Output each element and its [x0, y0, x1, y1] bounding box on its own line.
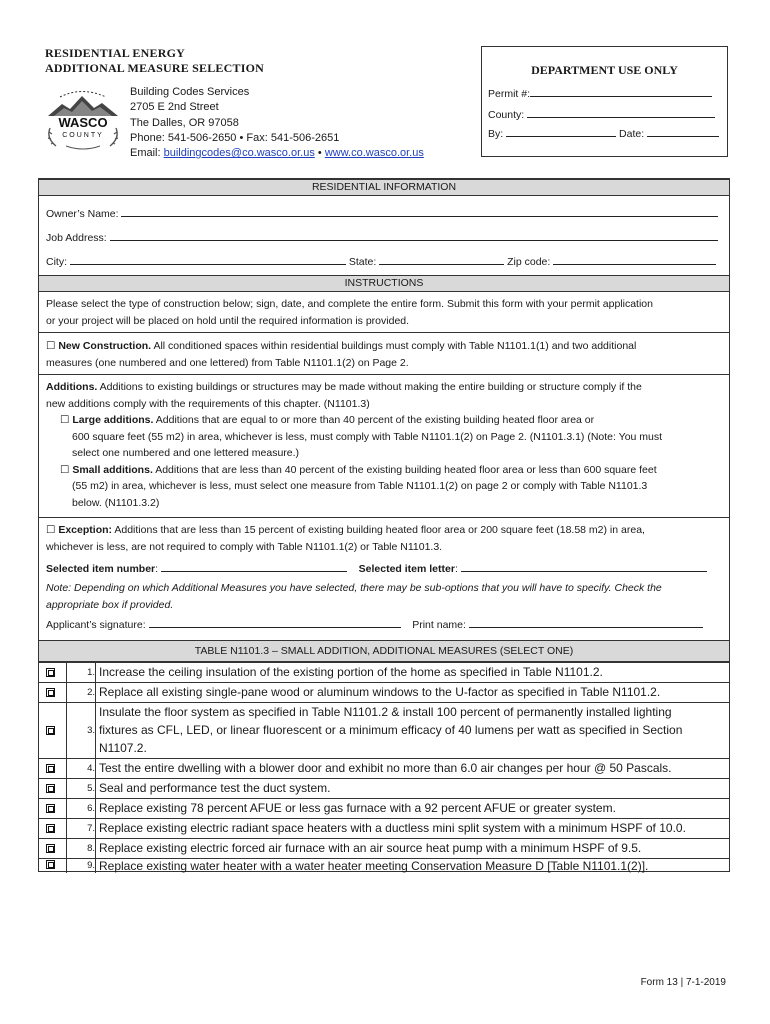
print-name-label: Print name:	[412, 619, 466, 631]
form-title-line2: ADDITIONAL MEASURE SELECTION	[45, 61, 264, 75]
measure-number: 3.	[66, 703, 96, 759]
small-additions-label: Small additions.	[72, 463, 153, 476]
state-label: State:	[348, 256, 377, 268]
selected-letter-label: Selected item letter	[358, 563, 455, 575]
office-city: The Dalles, OR 97058	[130, 116, 239, 129]
email-link[interactable]: buildingcodes@co.wasco.or.us	[163, 147, 315, 160]
owner-name-field[interactable]	[46, 206, 718, 221]
measure-text: Increase the ceiling insulation of the existing portion of the home as specified in Table N1101.2.	[99, 665, 603, 679]
new-construction-line1	[46, 338, 726, 355]
table-row	[39, 778, 729, 799]
by-label: By:	[488, 128, 504, 140]
exception-text: Additions that are less than 15 percent of existing building heated floor area or 200 square feet (18.58 m2) in area,	[114, 524, 645, 536]
measure-checkbox[interactable]	[46, 860, 55, 869]
owner-name-label: Owner’s Name:	[46, 208, 119, 220]
additions-section	[46, 379, 726, 511]
small-additions-line2: (55 m2) in area, whichever is less, must select one measure from Table N1101.1(2) on page 2 or comply with Table N1101.3	[72, 480, 648, 492]
large-additions-line2: 600 square feet (55 m2) in area, whichever is less, must comply with Table N1101.1(2) on Page 2. (N1101.3.1) (Note: You must	[72, 430, 663, 443]
table-row	[39, 702, 729, 759]
job-address-field[interactable]	[46, 230, 718, 245]
permit-label: Permit #:	[488, 88, 531, 100]
intro-line1: Please select the type of construction below; sign, date, and complete the entire form. Submit this form with your permit application	[46, 298, 653, 310]
table-row	[39, 682, 729, 703]
measure-number: 8.	[66, 839, 96, 859]
note-line2: appropriate box if provided.	[46, 598, 174, 611]
measure-text-line1: Insulate the floor system as specified in Table N1101.2 & install 100 percent of permanently installed lighting	[99, 705, 672, 719]
table-header: TABLE N1101.3 – SMALL ADDITION, ADDITIONAL MEASURES (SELECT ONE)	[39, 640, 729, 662]
permit-field[interactable]	[488, 86, 712, 100]
form-title-line1: RESIDENTIAL ENERGY	[45, 46, 185, 60]
job-address-label: Job Address:	[46, 232, 107, 244]
checkbox-icon[interactable]: ☐	[46, 524, 56, 536]
small-additions-line3: below. (N1101.3.2)	[72, 496, 160, 509]
measure-text-line3: N1107.2.	[99, 741, 147, 755]
small-additions-text: Additions that are less than 40 percent of the existing building heated floor area or less than 600 square feet	[155, 463, 657, 476]
office-street: 2705 E 2nd Street	[130, 101, 219, 114]
measure-checkbox[interactable]	[46, 764, 55, 773]
office-phone-fax: Phone: 541-506-2650 • Fax: 541-506-2651	[130, 131, 340, 144]
table-row	[39, 798, 729, 819]
form-title	[45, 46, 465, 76]
signature-label: Applicant’s signature:	[46, 619, 146, 631]
table-row	[39, 758, 729, 779]
instructions-header: INSTRUCTIONS	[39, 275, 729, 292]
table-row	[39, 858, 729, 873]
measure-number: 7.	[66, 819, 96, 839]
additions-text: Additions to existing buildings or structures may be made without making the entire building or structure comply if the	[99, 381, 642, 393]
small-additions-option[interactable]	[46, 462, 726, 479]
measure-number: 6.	[66, 799, 96, 819]
additions-line2: new additions comply with the requirements of this chapter. (N1101.3)	[46, 397, 370, 410]
logo-word-county: COUNTY	[62, 132, 104, 139]
exception-label: Exception:	[58, 524, 113, 536]
measure-checkbox[interactable]	[46, 668, 55, 677]
additions-line1	[46, 379, 726, 396]
note-line1: Note: Depending on which Additional Measures you have selected, there may be sub-options that you will have to specify. Check the	[46, 582, 662, 594]
sub-options-note	[46, 580, 726, 613]
contact-separator: •	[317, 147, 322, 160]
checkbox-icon[interactable]: ☐	[60, 414, 70, 426]
measure-text: Replace existing 78 percent AFUE or less gas furnace with a 92 percent AFUE or greater system.	[99, 801, 616, 815]
signature-field[interactable]	[46, 617, 703, 632]
county-label: County:	[488, 109, 525, 121]
table-row	[39, 818, 729, 839]
measure-text: Replace existing electric radiant space heaters with a ductless mini split system with a minimum HSPF of 10.0.	[99, 821, 686, 835]
measure-checkbox[interactable]	[46, 726, 55, 735]
email-label: Email:	[130, 147, 161, 160]
measure-number: 4.	[66, 759, 96, 779]
measure-text: Seal and performance test the duct system.	[99, 781, 331, 795]
exception-line1	[46, 522, 726, 539]
measure-checkbox[interactable]	[46, 784, 55, 793]
logo-word-wasco: WASCO	[58, 115, 108, 130]
form-footer: Form 13 | 7-1-2019	[640, 977, 726, 988]
new-construction-label: New Construction.	[58, 340, 152, 352]
new-construction-option[interactable]	[46, 338, 726, 371]
measure-checkbox[interactable]	[46, 824, 55, 833]
office-name: Building Codes Services	[130, 86, 250, 98]
measure-checkbox[interactable]	[46, 844, 55, 853]
intro-line2: or your project will be placed on hold until the required information is provided.	[46, 314, 410, 327]
measure-number: 9.	[66, 859, 96, 873]
measure-number: 2.	[66, 683, 96, 703]
website-link[interactable]: www.co.wasco.or.us	[324, 147, 424, 160]
instructions-intro	[46, 296, 726, 329]
measure-text-line2: fixtures as CFL, LED, or linear fluorescent or a minimum efficacy of 40 lumens per watt as specified in Section	[99, 723, 683, 737]
exception-option[interactable]	[46, 522, 726, 555]
department-use-box	[481, 46, 728, 157]
selected-number-label: Selected item number	[46, 563, 156, 575]
measure-checkbox[interactable]	[46, 804, 55, 813]
measure-text: Replace existing electric forced air furnace with an air source heat pump with a minimum HSPF of 9.5.	[99, 841, 642, 855]
large-additions-text: Additions that are equal to or more than 40 percent of the existing building heated floor area or	[155, 414, 595, 426]
table-row	[39, 838, 729, 859]
large-additions-line3: select one numbered and one lettered measure.)	[72, 447, 300, 459]
office-address	[130, 85, 470, 161]
measure-text: Replace existing water heater with a water heater meeting Conservation Measure D [Table N1101.1(2)].	[99, 859, 649, 873]
additions-label: Additions.	[46, 381, 98, 393]
measure-number: 5.	[66, 779, 96, 799]
selected-items-field[interactable]: Selected item number: Selected item letter:	[46, 561, 707, 576]
checkbox-icon[interactable]: ☐	[46, 340, 56, 352]
date-label: Date:	[619, 128, 645, 140]
measure-checkbox[interactable]	[46, 688, 55, 697]
exception-line2: whichever is less, are not required to comply with Table N1101.1(2) or Table N1101.3.	[46, 540, 443, 553]
department-title: DEPARTMENT USE ONLY	[531, 63, 678, 77]
measure-text	[99, 703, 725, 757]
measure-number: 1.	[66, 663, 96, 683]
city-label: City:	[46, 256, 67, 268]
measure-text: Test the entire dwelling with a blower door and exhibit no more than 6.0 air changes per hour @ 50 Pascals.	[99, 761, 672, 775]
zip-label: Zip code:	[507, 256, 551, 268]
large-additions-option[interactable]	[46, 412, 726, 429]
by-date-field[interactable]	[488, 126, 719, 140]
wasco-county-logo	[42, 84, 124, 154]
new-construction-line2: measures (one numbered and one lettered) from Table N1101.1(2) on Page 2.	[46, 356, 409, 369]
office-contact	[130, 146, 470, 161]
measure-text: Replace all existing single-pane wood or aluminum windows to the U-factor as specified in Table N1101.2.	[99, 685, 661, 699]
large-additions-label: Large additions.	[72, 414, 154, 426]
residential-info-header: RESIDENTIAL INFORMATION	[39, 179, 729, 196]
new-construction-text: All conditioned spaces within residential buildings must comply with Table N1101.1(1) and two additional	[153, 340, 637, 352]
form-body	[38, 178, 730, 872]
table-row	[39, 662, 729, 683]
checkbox-icon[interactable]: ☐	[60, 463, 70, 476]
county-field[interactable]	[488, 107, 715, 121]
city-state-zip-field[interactable]	[46, 254, 716, 269]
